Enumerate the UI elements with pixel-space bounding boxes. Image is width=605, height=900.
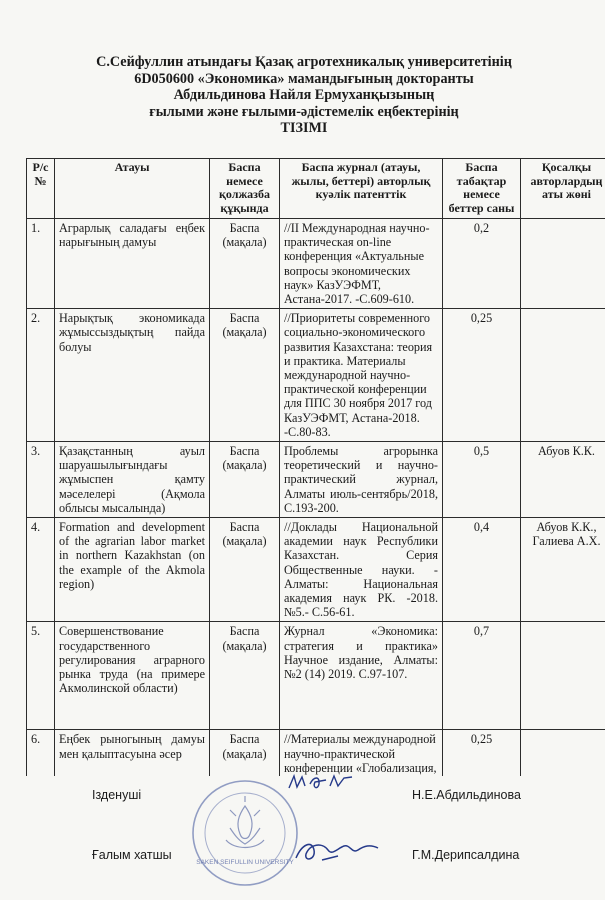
cell-publication: //II Международная научно-практическая on-line конференция «Актуальные вопросы экономических наук» КазУЭФМТ, Астана-2017. -С.609-610. bbox=[280, 219, 443, 309]
university-stamp bbox=[190, 778, 300, 888]
cell-volume: 0,5 bbox=[443, 442, 521, 518]
table-row bbox=[27, 442, 605, 518]
header-name: Атауы bbox=[55, 159, 210, 219]
header-type: Баспа немесе қолжазба құқында bbox=[210, 159, 280, 219]
header-volume: Баспа табақтар немесе беттер саны bbox=[443, 159, 521, 219]
cell-name: Қазақстанның ауыл шаруашылығындағы жұмыспен қамту мәселелері (Ақмола облысы мысалында) bbox=[55, 442, 210, 518]
cell-name: Аграрлық саладағы еңбек нарығының дамуы bbox=[55, 219, 210, 309]
applicant-name: Н.Е.Абдильдинова bbox=[412, 788, 521, 802]
title-author: Абдильдинова Найля Ермуханқызының bbox=[173, 87, 435, 103]
title-specialty: 6D050600 «Экономика» мамандығының докторанты bbox=[134, 70, 474, 87]
cell-type: Баспа (мақала) bbox=[210, 518, 280, 622]
secretary-name: Г.М.Дерипсалдина bbox=[412, 848, 520, 862]
cell-name: Еңбек рыногының дамуы мен қалыптасуына әсер bbox=[55, 730, 210, 776]
stamp-text: SAKEN SEIFULLIN UNIVERSITY bbox=[196, 859, 294, 866]
table-row bbox=[27, 518, 605, 622]
title-works: ғылыми және ғылыми-әдістемелік еңбектерінің bbox=[149, 103, 459, 120]
table-row bbox=[27, 309, 605, 442]
cell-num: 2. bbox=[27, 309, 55, 442]
header-coauthors: Қосалқы авторлардың аты жөні bbox=[521, 159, 605, 219]
cell-coauthors: Абуов К.К., Галиева А.Х. bbox=[521, 518, 605, 622]
secretary-label: Ғалым хатшы bbox=[92, 848, 172, 862]
cell-coauthors: Абуов К.К. bbox=[521, 442, 605, 518]
cell-publication: Журнал «Экономика: стратегия и практика» Научное издание, Алматы: №2 (14) 2019. С.97-107. bbox=[280, 622, 443, 730]
cell-type: Баспа (мақала) bbox=[210, 730, 280, 776]
table-header-row bbox=[27, 159, 605, 219]
cell-num: 1. bbox=[27, 219, 55, 309]
cell-volume: 0,4 bbox=[443, 518, 521, 622]
cell-name: Formation and development of the agrarian labor market in northern Kazakhstan (on the example of the Akmola region) bbox=[55, 518, 210, 622]
header-publication: Баспа журнал (атауы, жылы, беттері) авторлық куәлік патенттік bbox=[280, 159, 443, 219]
cell-volume: 0,25 bbox=[443, 730, 521, 776]
cell-publication: //Доклады Национальной академии наук Республики Казахстан. Серия Общественные науки. - Алматы: Национальная академия наук РК. -2018. №5.- С.56-61. bbox=[280, 518, 443, 622]
cell-type: Баспа (мақала) bbox=[210, 219, 280, 309]
cell-publication: //Материалы международной научно-практической конференции «Глобализация, bbox=[280, 730, 443, 776]
secretary-signature bbox=[292, 836, 382, 866]
cell-coauthors bbox=[521, 622, 605, 730]
cell-coauthors bbox=[521, 730, 605, 776]
cell-type: Баспа (мақала) bbox=[210, 309, 280, 442]
cell-coauthors bbox=[521, 309, 605, 442]
table-row bbox=[27, 730, 605, 776]
header-num: Р/с № bbox=[27, 159, 55, 219]
cell-num: 5. bbox=[27, 622, 55, 730]
cell-num: 6. bbox=[27, 730, 55, 776]
cell-publication: //Приоритеты современного социально-экономического развития Казахстана: теория и практика. Материалы международной научно-практической конференции для ППС 30 ноября 2017 год КазУЭФМТ, Астана-2018. -С.80-83. bbox=[280, 309, 443, 442]
table-row bbox=[27, 219, 605, 309]
applicant-label: Ізденуші bbox=[92, 788, 142, 802]
cell-type: Баспа (мақала) bbox=[210, 622, 280, 730]
cell-type: Баспа (мақала) bbox=[210, 442, 280, 518]
title-university: С.Сейфуллин атындағы Қазақ агротехникалық университетінің bbox=[96, 54, 512, 70]
cell-name: Нарықтық экономикада жұмыссыздықтың пайда болуы bbox=[55, 309, 210, 442]
cell-num: 3. bbox=[27, 442, 55, 518]
cell-publication: Проблемы агрорынка теоретический и научно-практический журнал, Алматы июль-сентябрь/2018, С.193-200. bbox=[280, 442, 443, 518]
cell-num: 4. bbox=[27, 518, 55, 622]
cell-name: Совершенствование государственного регулирования аграрного рынка труда (на примере Акмолинской области) bbox=[55, 622, 210, 730]
publications-table bbox=[26, 158, 605, 776]
title-list: ТІЗІМІ bbox=[280, 120, 328, 136]
cell-volume: 0,25 bbox=[443, 309, 521, 442]
table-row bbox=[27, 622, 605, 730]
cell-coauthors bbox=[521, 219, 605, 309]
cell-volume: 0,2 bbox=[443, 219, 521, 309]
cell-volume: 0,7 bbox=[443, 622, 521, 730]
